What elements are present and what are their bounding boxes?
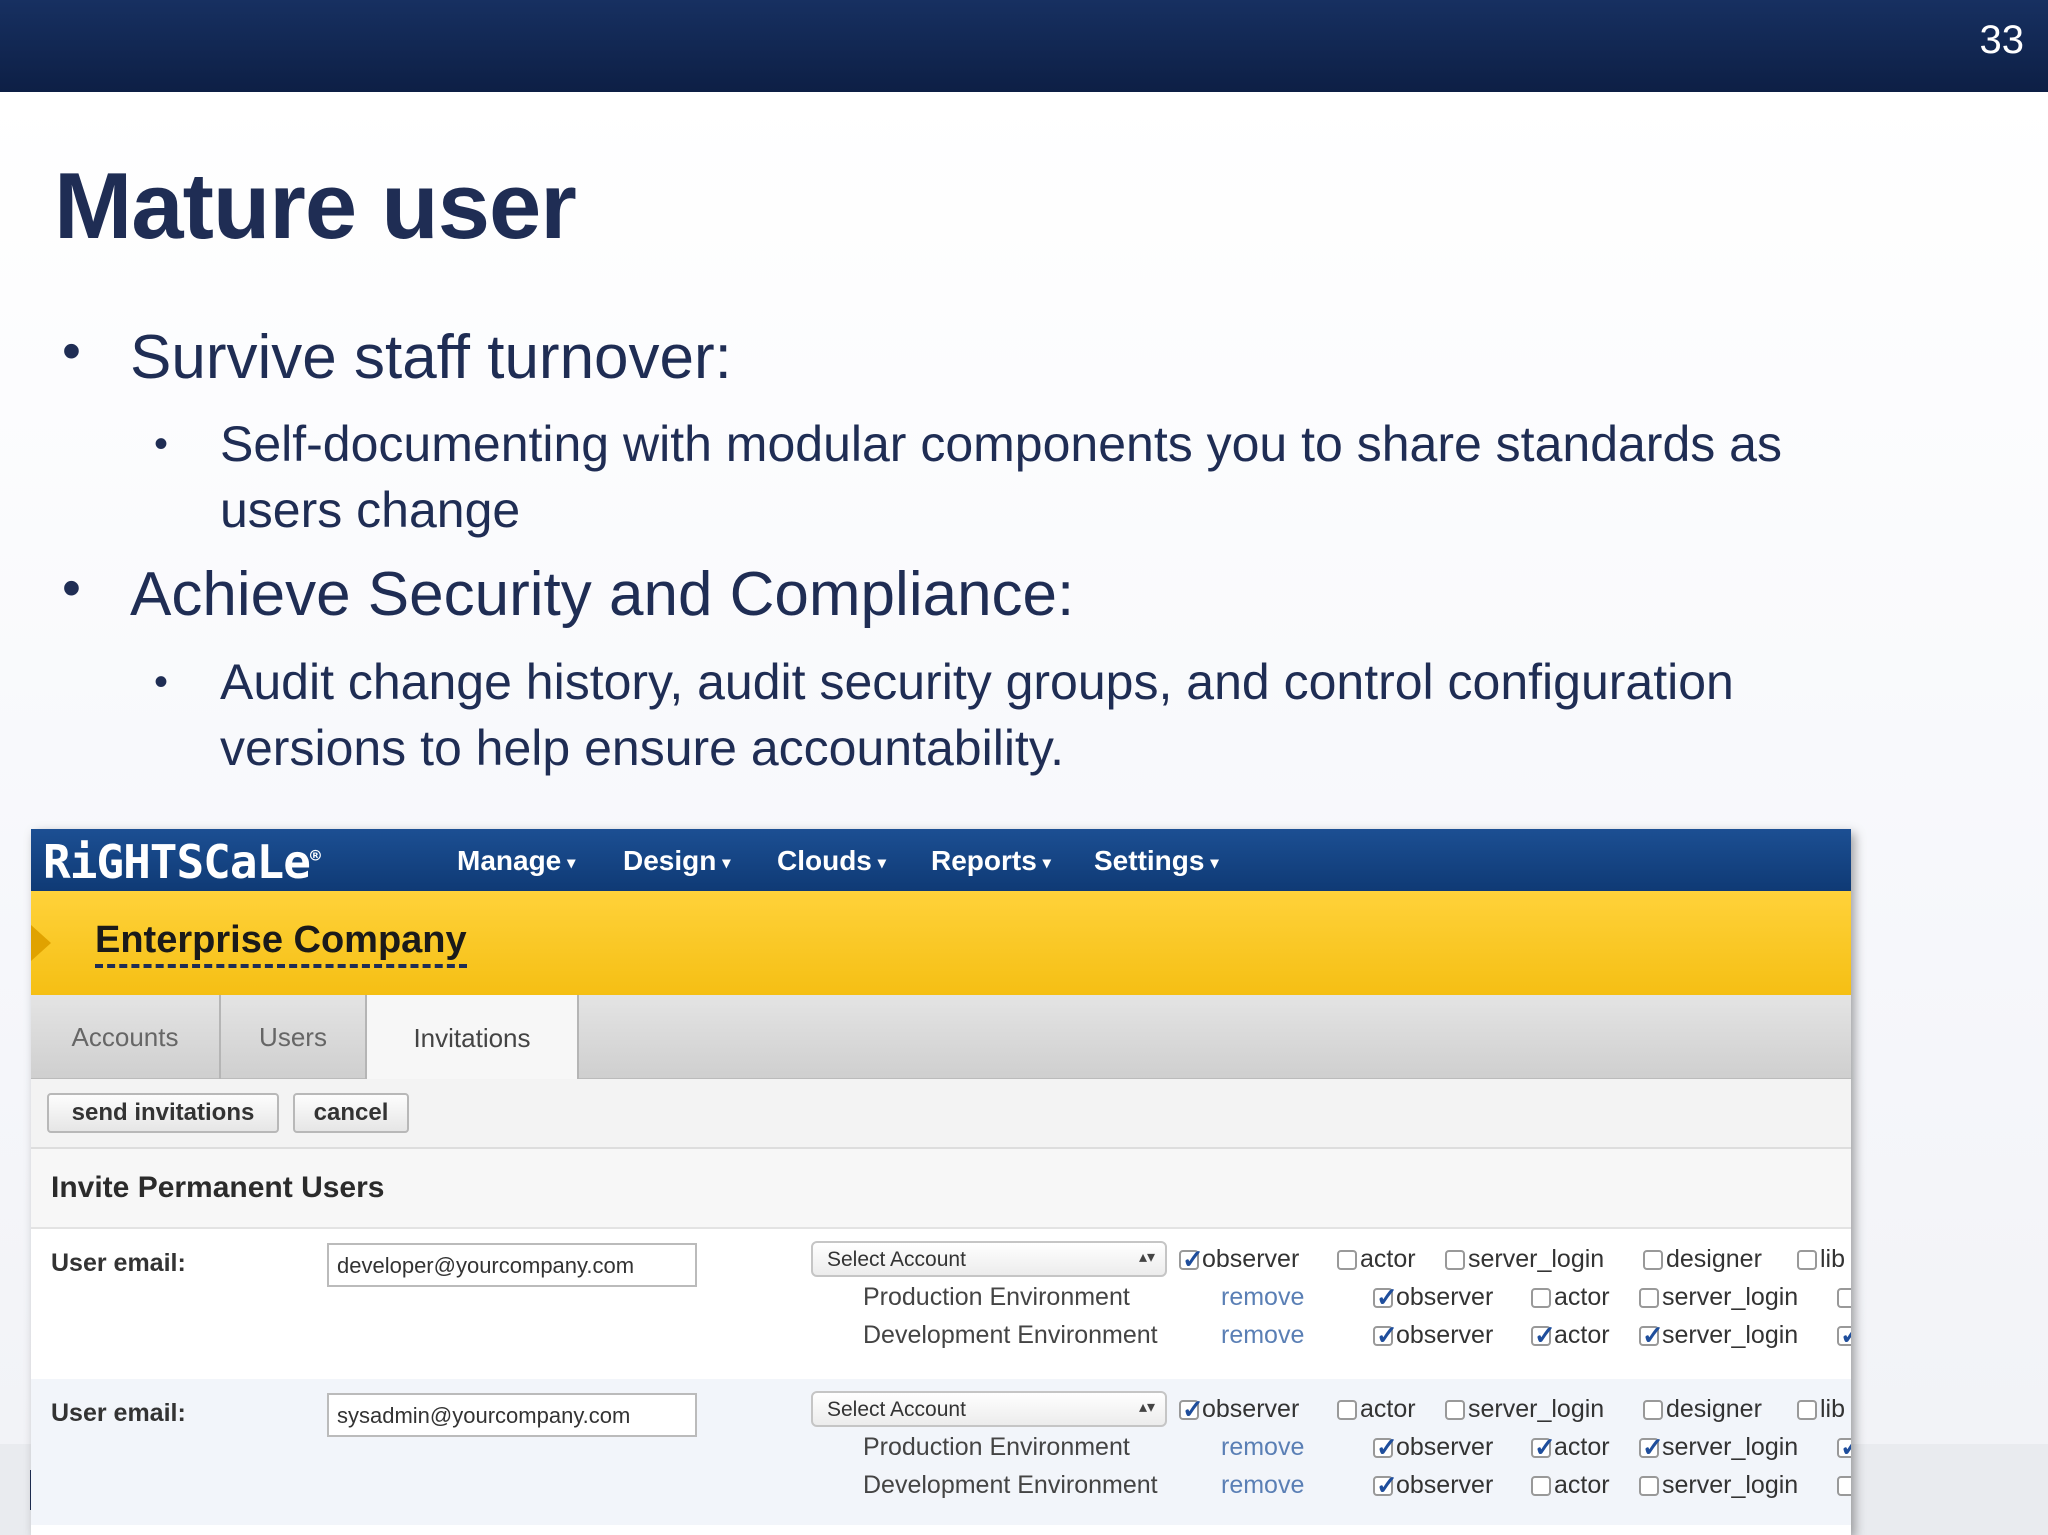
menu-manage-label: Manage (457, 845, 562, 876)
section-title: Invite Permanent Users (51, 1171, 385, 1204)
sub-bullet-dot: • (154, 422, 169, 466)
invite-row (31, 1229, 1851, 1375)
menu-clouds[interactable] (777, 845, 886, 877)
bullet-1 (62, 321, 732, 393)
env-actor-checkbox[interactable] (1531, 1471, 1610, 1500)
checkbox-checked-icon (1179, 1250, 1199, 1270)
checkbox-checked-icon (1373, 1326, 1393, 1346)
chevron-down-icon: ▾ (1210, 854, 1219, 872)
env-extra-checkbox[interactable] (1837, 1283, 1851, 1312)
email-field[interactable]: sysadmin@yourcompany.com (327, 1393, 697, 1437)
invite-row (31, 1379, 1851, 1525)
role-designer-checkbox[interactable] (1643, 1395, 1762, 1424)
chevron-down-icon: ▾ (1042, 854, 1051, 872)
menu-settings-label: Settings (1094, 845, 1205, 876)
role-observer-checkbox[interactable] (1179, 1395, 1299, 1424)
cancel-button[interactable]: cancel (293, 1093, 409, 1133)
checkbox-empty-icon (1639, 1476, 1659, 1496)
role-label: actor (1554, 1283, 1610, 1311)
role-label: observer (1202, 1245, 1300, 1273)
remove-link[interactable]: remove (1221, 1283, 1305, 1311)
role-label: actor (1360, 1395, 1416, 1423)
menu-clouds-label: Clouds (777, 845, 872, 876)
remove-link[interactable]: remove (1221, 1471, 1305, 1499)
chevron-down-icon: ▾ (877, 854, 886, 872)
role-actor-checkbox[interactable] (1337, 1395, 1416, 1424)
sub-bullet-1 (154, 411, 1782, 543)
role-label: actor (1554, 1433, 1610, 1461)
env-server-login-checkbox[interactable] (1639, 1321, 1798, 1350)
bullet-2-text: Achieve Security and Compliance: (130, 560, 1075, 629)
send-invitations-button[interactable]: send invitations (47, 1093, 279, 1133)
checkbox-checked-icon (1531, 1438, 1551, 1458)
rightscale-screenshot (31, 829, 1851, 1535)
role-actor-checkbox[interactable] (1337, 1245, 1416, 1274)
role-lib-checkbox[interactable] (1797, 1245, 1845, 1274)
chevron-right-icon[interactable] (31, 925, 51, 961)
role-label: server_login (1662, 1433, 1799, 1461)
checkbox-checked-icon (1373, 1288, 1393, 1308)
checkbox-empty-icon (1837, 1476, 1851, 1496)
checkbox-checked-icon (1179, 1400, 1199, 1420)
checkbox-empty-icon (1531, 1288, 1551, 1308)
checkbox-empty-icon (1639, 1288, 1659, 1308)
select-arrows-icon: ▴▾ (1138, 1249, 1155, 1266)
role-server-login-checkbox[interactable] (1445, 1395, 1604, 1424)
env-observer-checkbox[interactable] (1373, 1283, 1493, 1312)
checkbox-checked-icon (1639, 1326, 1659, 1346)
role-label: actor (1360, 1245, 1416, 1273)
user-email-label: User email: (51, 1399, 186, 1427)
checkbox-checked-icon (1531, 1326, 1551, 1346)
checkbox-checked-icon (1837, 1438, 1851, 1458)
account-select-value: Select Account (827, 1398, 966, 1421)
account-select-value: Select Account (827, 1248, 966, 1271)
menu-reports-label: Reports (931, 845, 1037, 876)
role-label: observer (1396, 1321, 1494, 1349)
logo-registered-mark: ® (309, 845, 320, 867)
env-production: Production Environment (863, 1433, 1130, 1461)
env-observer-checkbox[interactable] (1373, 1471, 1493, 1500)
company-banner (31, 891, 1851, 995)
checkbox-empty-icon (1643, 1400, 1663, 1420)
checkbox-checked-icon (1837, 1326, 1851, 1346)
role-label: server_login (1468, 1395, 1605, 1423)
checkbox-empty-icon (1337, 1400, 1357, 1420)
company-name[interactable]: Enterprise Company (95, 919, 467, 968)
sub-bullet-2-line-2: versions to help ensure accountability. (220, 720, 1064, 776)
env-extra-checkbox[interactable] (1837, 1433, 1851, 1462)
checkbox-empty-icon (1643, 1250, 1663, 1270)
sub-bullet-1-line-1: Self-documenting with modular components you to share standards as (220, 416, 1782, 472)
remove-link[interactable]: remove (1221, 1433, 1305, 1461)
role-server-login-checkbox[interactable] (1445, 1245, 1604, 1274)
menu-settings[interactable] (1094, 845, 1219, 877)
role-observer-checkbox[interactable] (1179, 1245, 1299, 1274)
checkbox-empty-icon (1797, 1250, 1817, 1270)
role-label: observer (1202, 1395, 1300, 1423)
app-nav-bar (31, 829, 1851, 891)
logo-text: RiGHTSCaLe (43, 835, 310, 889)
menu-design-label: Design (623, 845, 717, 876)
menu-reports[interactable] (931, 845, 1051, 877)
tab-bar (31, 995, 1851, 1079)
sub-bullet-1-line-2: users change (220, 482, 521, 538)
role-label: server_login (1662, 1283, 1799, 1311)
remove-link[interactable]: remove (1221, 1321, 1305, 1349)
env-observer-checkbox[interactable] (1373, 1321, 1493, 1350)
role-label: server_login (1662, 1321, 1799, 1349)
role-label: observer (1396, 1283, 1494, 1311)
chevron-down-icon: ▾ (722, 854, 731, 872)
bullet-1-text: Survive staff turnover: (130, 323, 732, 392)
env-development: Development Environment (863, 1471, 1158, 1499)
role-designer-checkbox[interactable] (1643, 1245, 1762, 1274)
role-lib-checkbox[interactable] (1797, 1395, 1845, 1424)
env-actor-checkbox[interactable] (1531, 1283, 1610, 1312)
sub-bullet-dot: • (154, 660, 169, 704)
invite-section-header (31, 1149, 1851, 1229)
slide-header-bar (0, 0, 2048, 92)
role-label: server_login (1468, 1245, 1605, 1273)
bullet-dot: • (62, 321, 81, 381)
account-select[interactable] (811, 1391, 1167, 1427)
bullet-dot: • (62, 558, 81, 618)
checkbox-checked-icon (1639, 1438, 1659, 1458)
role-label: observer (1396, 1433, 1494, 1461)
checkbox-checked-icon (1373, 1476, 1393, 1496)
checkbox-empty-icon (1797, 1400, 1817, 1420)
menu-manage[interactable] (457, 845, 575, 877)
bullet-2 (62, 558, 1075, 630)
email-field[interactable]: developer@yourcompany.com (327, 1243, 697, 1287)
role-label: designer (1666, 1245, 1762, 1273)
select-arrows-icon: ▴▾ (1138, 1399, 1155, 1416)
slide-title: Mature user (54, 153, 576, 258)
role-label: actor (1554, 1471, 1610, 1499)
sub-bullet-2-line-1: Audit change history, audit security groups, and control configuration (220, 654, 1734, 710)
checkbox-empty-icon (1445, 1400, 1465, 1420)
env-server-login-checkbox[interactable] (1639, 1433, 1798, 1462)
env-production: Production Environment (863, 1283, 1130, 1311)
tab-accounts[interactable]: Accounts (31, 995, 221, 1079)
checkbox-empty-icon (1337, 1250, 1357, 1270)
checkbox-empty-icon (1445, 1250, 1465, 1270)
sub-bullet-2 (154, 649, 1734, 781)
tab-users[interactable]: Users (221, 995, 367, 1079)
action-toolbar (31, 1079, 1851, 1149)
env-extra-checkbox[interactable] (1837, 1321, 1851, 1350)
account-select[interactable] (811, 1241, 1167, 1277)
role-label: lib (1820, 1395, 1846, 1423)
role-label: observer (1396, 1471, 1494, 1499)
role-label: designer (1666, 1395, 1762, 1423)
rightscale-logo (43, 835, 320, 889)
checkbox-empty-icon (1531, 1476, 1551, 1496)
env-actor-checkbox[interactable] (1531, 1321, 1610, 1350)
env-server-login-checkbox[interactable] (1639, 1471, 1798, 1500)
menu-design[interactable] (623, 845, 730, 877)
env-development: Development Environment (863, 1321, 1158, 1349)
env-server-login-checkbox[interactable] (1639, 1283, 1798, 1312)
checkbox-empty-icon (1837, 1288, 1851, 1308)
env-extra-checkbox[interactable] (1837, 1471, 1851, 1500)
user-email-label: User email: (51, 1249, 186, 1277)
chevron-down-icon: ▾ (567, 854, 576, 872)
env-observer-checkbox[interactable] (1373, 1433, 1493, 1462)
checkbox-checked-icon (1373, 1438, 1393, 1458)
role-label: lib (1820, 1245, 1846, 1273)
role-label: server_login (1662, 1471, 1799, 1499)
slide-number: 33 (1979, 18, 2024, 62)
env-actor-checkbox[interactable] (1531, 1433, 1610, 1462)
role-label: actor (1554, 1321, 1610, 1349)
tab-invitations[interactable]: Invitations (367, 995, 579, 1081)
